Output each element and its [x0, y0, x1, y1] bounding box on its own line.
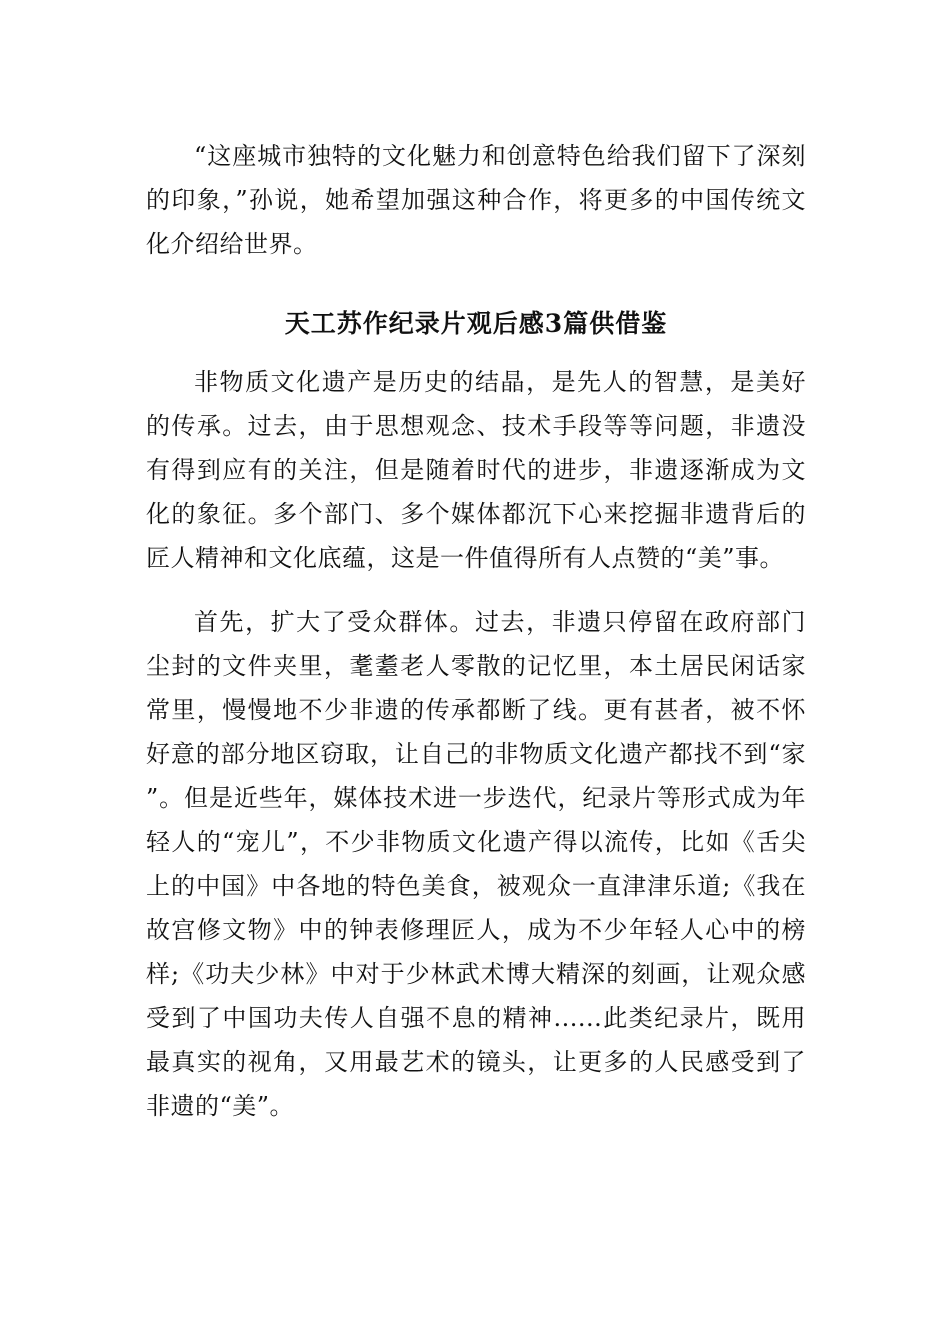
paragraph-intro: 非物质文化遗产是历史的结晶，是先人的智慧，是美好的传承。过去，由于思想观念、技术手段等等问题，非遗没有得到应有的关注，但是随着时代的进步，非遗逐渐成为文化的象征。多个部门、多个媒体都沉下心来挖掘非遗背后的匠人精神和文化底蕴，这是一件值得所有人点赞的“美”事。: [146, 368, 806, 572]
paragraph-first-point: 首先，扩大了受众群体。过去，非遗只停留在政府部门尘封的文件夹里，耄耋老人零散的记忆里，本土居民闲话家常里，慢慢地不少非遗的传承都断了线。更有甚者，被不怀好意的部分地区窃取，让自己的非物质文化遗产都找不到“家”。但是近些年，媒体技术进一步迭代，纪录片等形式成为年轻人的“宠儿”，不少非物质文化遗产得以流传，比如《舌尖上的中国》中各地的特色美食，被观众一直津津乐道;《我在故宫修文物》中的钟表修理匠人，成为不少年轻人心中的榜样;《功夫少林》中对于少林武术博大精深的刻画，让观众感受到了中国功夫传人自强不息的精神......此类纪录片，既用最真实的视角，又用最艺术的镜头，让更多的人民感受到了非遗的“美”。: [146, 608, 806, 1120]
paragraph-quote: “这座城市独特的文化魅力和创意特色给我们留下了深刻的印象，”孙说，她希望加强这种合作，将更多的中国传统文化介绍给世界。: [146, 142, 806, 258]
section-title: 天工苏作纪录片观后感3篇供借鉴: [284, 309, 668, 338]
document-body: [146, 134, 806, 1128]
